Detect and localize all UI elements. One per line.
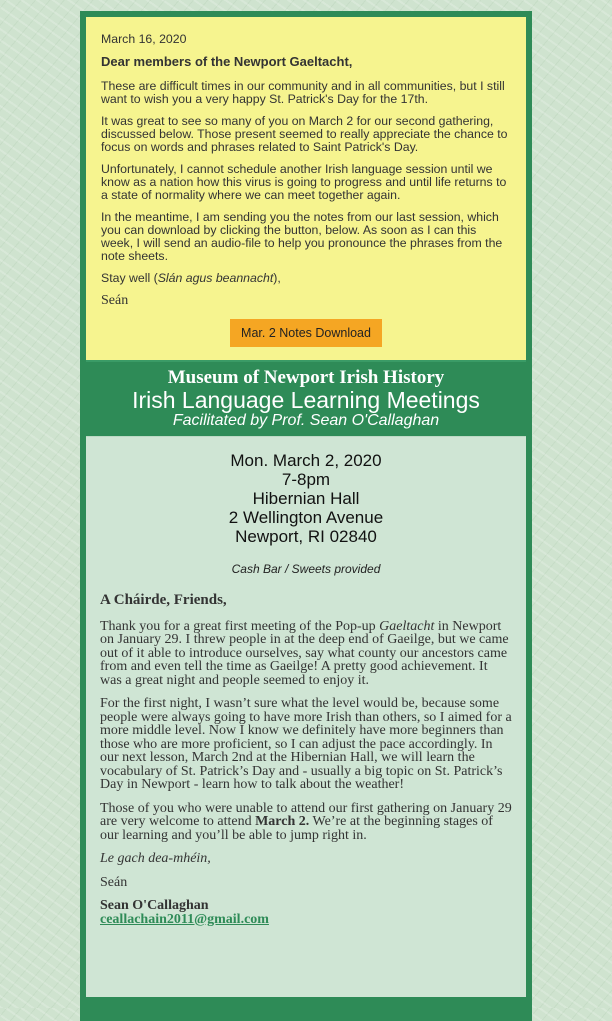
stay-well-line: Stay well (Slán agus beannacht), [101,271,281,285]
letter-paragraph: It was great to see so many of you on March 2 for our second gathering, discussed below. Those present seemed to really appreciate the chance to focus on words and phrases related to Saint Patrick's Day. [101,114,508,154]
museum-title: Museum of Newport Irish History [167,367,445,388]
event-venue: Hibernian Hall [252,489,360,508]
facilitator-subtitle: Facilitated by Prof. Sean O'Callaghan [172,412,440,429]
body-paragraph: Thank you for a great first meeting of the Pop-up Gaeltacht in Newport on January 29. I threw people in at the deep end of Gaeilge, but we came out of it able to introduce ourselves, say what county our ancestors came from and even tell the time as Gaeilge! A pretty good achievement. It was a great night and people seemed to enjoy it. [100,618,509,688]
body-paragraph: Those of you who were unable to attend our first gathering on January 29 are very welcome to attend March 2. We’re at the beginning stages of our learning and you’ll be able to jump right in. [100,800,512,843]
event-time: 7-8pm [281,470,331,489]
event-note: Cash Bar / Sweets provided [231,562,381,576]
notes-download-button[interactable]: Mar. 2 Notes Download [230,319,382,347]
letter-paragraph: These are difficult times in our community and in all communities, but I still want to wish you a very happy St. Patrick's Day for the 17th. [101,79,505,106]
sign-off: Seán [100,874,128,890]
contact [100,899,512,926]
letter-greeting: Dear members of the Newport Gaeltacht, [101,54,353,69]
newsletter-frame [80,11,532,1021]
event-date: Mon. March 2, 2020 [230,451,382,470]
update-letter [86,17,526,360]
meeting-header [86,360,526,437]
closing: Le gach dea-mhéin, [100,851,211,866]
event-street: 2 Wellington Avenue [228,508,384,527]
contact-name: Sean O'Callaghan [100,898,209,913]
letter-paragraph: In the meantime, I am sending you the notes from our last session, which you can download by clicking the button, below. As soon as I can this week, I will send an audio-file to help you pronounce the phrases from the note sheets. [101,210,503,263]
meetings-title: Irish Language Learning Meetings [132,387,480,413]
letter-paragraph: Unfortunately, I cannot schedule another Irish language session until we know as a nation how this virus is going to progress and until life returns to a state of normality where we can meet together again. [101,162,507,202]
letter-signature: Seán [101,293,129,308]
meeting-details [86,437,526,997]
meeting-letter [100,594,512,926]
email-link[interactable]: ceallachain2011@gmail.com [100,911,269,927]
event-city: Newport, RI 02840 [235,527,377,546]
letter-date: March 16, 2020 [101,32,187,46]
salutation: A Cháirde, Friends, [100,592,227,608]
event-info [100,451,512,546]
body-paragraph: For the first night, I wasn’t sure what the level would be, because some people were always going to have more Irish than others, so I aimed for a more middle level. Now I know we definitely have more beginners than those who are more proficient, so I can adjust the pace accordingly. In our next lesson, March 2nd at the Hibernian Hall, we will learn the vocabulary of St. Patrick’s Day and - usually a big topic on St. Patrick’s Day in Newport - learn how to talk about the weather! [100,696,512,792]
